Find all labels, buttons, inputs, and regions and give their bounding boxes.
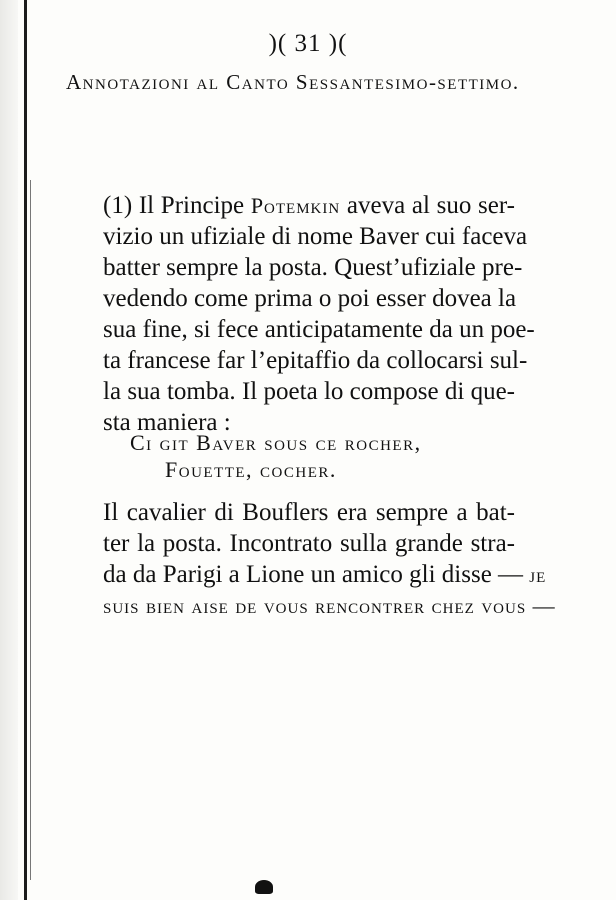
paragraph-2-line: da da Parigi a Lione un amico gli disse — je	[103, 561, 547, 588]
page-gutter	[0, 0, 18, 900]
paragraph-2-line: Il cavalier di Bouflers era sempre a bat-	[103, 499, 515, 526]
paragraph-2-line: ter la posta. Incontrato sulla grande stra-	[103, 530, 515, 557]
page-number: )( 31 )(	[268, 30, 348, 57]
name-potemkin: Potemkin	[250, 193, 341, 218]
ink-blot-ornament	[255, 880, 273, 894]
paragraph-1-line: vizio un ufiziale di nome Baver cui faceva	[103, 223, 528, 250]
paragraph-1-line: batter sempre la posta. Quest’ufiziale pre-	[103, 254, 523, 281]
binding-edge-shadow	[30, 180, 31, 880]
paragraph-2	[103, 497, 556, 621]
paragraph-1	[103, 190, 535, 438]
paragraph-1-line: vedendo come prima o poi esser dovea la	[103, 285, 517, 312]
paragraph-1-line: sua fine, si fece anticipatamente da un poe-	[103, 316, 535, 343]
epitaph-line-2: Fouette, cocher.	[165, 457, 337, 482]
paragraph-1-line: la sua tomba. Il poeta lo compose di que-	[103, 378, 515, 405]
epitaph-line-1: Ci git Baver sous ce rocher,	[130, 430, 422, 455]
paragraph-1-line: ta francese far l’epitaffio da collocarsi sul-	[103, 347, 528, 374]
paragraph-1-line: sta maniera :	[103, 409, 231, 436]
page-heading: Annotazioni al Canto Sessantesimo-settimo.	[66, 70, 520, 94]
binding-edge	[24, 0, 27, 900]
paragraph-2-line: suis bien aise de vous rencontrer chez vous —	[103, 593, 556, 618]
paragraph-1-line: (1) Il Principe Potemkin aveva al suo ser-	[103, 192, 515, 219]
